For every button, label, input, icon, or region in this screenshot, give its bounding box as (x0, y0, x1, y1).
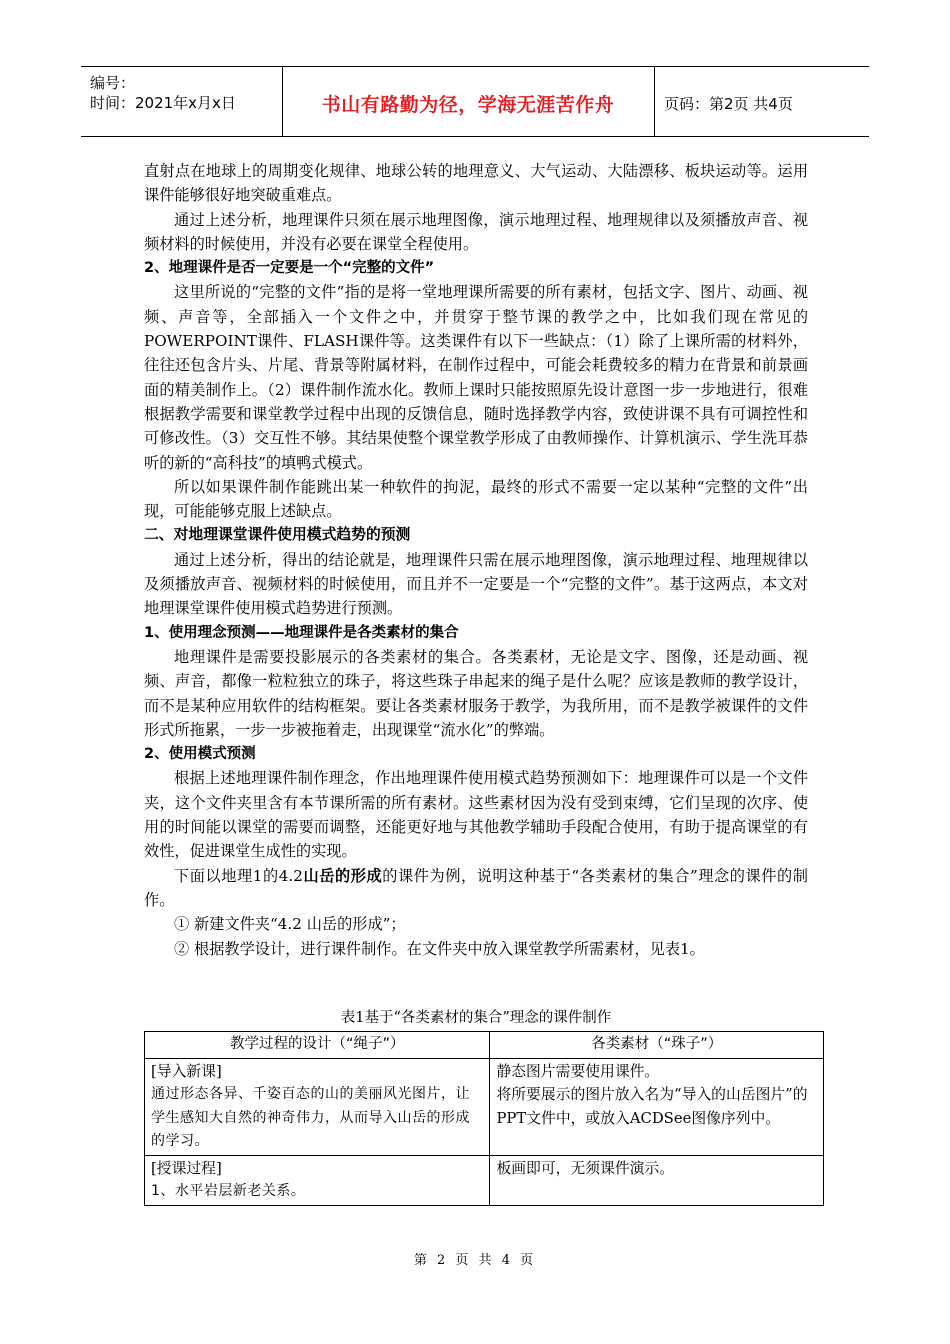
paragraph: ② 根据教学设计，进行课件制作。在文件夹中放入课堂教学所需素材，见表1。 (174, 939, 705, 958)
paragraph (144, 864, 808, 913)
section-heading: 二、对地理课堂课件使用模式趋势的预测 (144, 526, 411, 544)
table-cell (490, 1155, 824, 1205)
bold-lesson-title: 山岳的形成 (302, 866, 383, 885)
table-row (145, 1155, 824, 1205)
section-heading: 2、地理课件是否一定要是一个“完整的文件” (144, 260, 435, 277)
section-heading: 1、使用理念预测——地理课件是各类素材的集合 (144, 624, 459, 641)
header-meta (90, 73, 236, 113)
material-table (144, 1031, 824, 1206)
column-header: 教学过程的设计（“绳子”） (145, 1032, 490, 1059)
paragraph: 这里所说的“完整的文件”指的是将一堂地理课所需要的所有素材，包括文字、图片、动画、视频、声音等，全部插入一个文件之中，并贯穿于整节课的教学之中，比如我们现在常见的POWERPOINT课件、FLASH课件等。这类课件有以下一些缺点：（1）除了上课所需的材料外，往往还包含片头、片尾、背景等附属材料，在制作过程中，可能会耗费较多的精力在背景和前景画面的精美制作上。（2）课件制作流水化。教师上课时只能按照原先设计意图一步一步地进行，很难根据教学需要和课堂教学过程中出现的反馈信息，随时选择教学内容，致使讲课不具有可调控性和可修改性。（3）交互性不够。其结果使整个课堂教学形成了由教师操作、计算机演示、学生洗耳恭听的新的“高科技”的填鸭式模式。 (144, 283, 808, 472)
paragraph: 地理课件是需要投影展示的各类素材的集合。各类素材，无论是文字、图像，还是动画、视频、声音，都像一粒粒独立的珠子，将这些珠子串起来的绳子是什么呢？应该是教师的教学设计，而不是某种应用软件的结构框架。要让各类素材服务于教学，为我所用，而不是教学被课件的文件形式所拖累，一步一步被拖着走，出现课堂“流水化”的弊端。 (144, 647, 808, 739)
header-divider (654, 67, 655, 136)
paragraph-text: 的课件为例，说明这种基于“各类素材的集合”理念的课件的制作。 (144, 866, 808, 909)
header-number: 编号： (90, 74, 136, 92)
table-cell (145, 1155, 490, 1205)
paragraph: 通过上述分析，得出的结论就是，地理课件只需在展示地理图像，演示地理过程、地理规律以及须播放声音、视频材料的时候使用，而且并不一定要是一个“完整的文件”。基于这两点，本文对地理课堂课件使用模式趋势进行预测。 (144, 550, 808, 618)
table-row (145, 1058, 824, 1155)
table-cell (145, 1058, 490, 1155)
section-heading: 2、使用模式预测 (144, 746, 256, 763)
paragraph: 所以如果课件制作能跳出某一种软件的拘泥，最终的形式不需要一定以某种“完整的文件”出现，可能能够克服上述缺点。 (144, 477, 808, 521)
cell-text: 1、水平岩层新老关系。 (151, 1183, 306, 1199)
body-text (144, 159, 808, 961)
cell-tag: [授课过程] (151, 1159, 222, 1177)
column-header: 各类素材（“珠子”） (490, 1032, 824, 1059)
cell-text: 静态图片需要使用课件。 (496, 1062, 660, 1080)
header-page-number: 页码：第2页 共4页 (664, 95, 793, 113)
header-date: 时间：2021年x月x日 (90, 94, 236, 112)
paragraph-text: 下面以地理1的4.2 (174, 866, 303, 885)
document-header (81, 66, 869, 137)
page-footer: 第 2 页 共 4 页 (413, 1253, 537, 1268)
paragraph: ① 新建文件夹“4.2 山岳的形成”； (174, 915, 406, 934)
table-header-row (145, 1032, 824, 1059)
cell-text: 通过形态各异、千姿百态的山的美丽风光图片，让学生感知大自然的神奇伟力，从而导入山岳的形成的学习。 (151, 1086, 470, 1149)
table-cell (490, 1058, 824, 1155)
paragraph: 通过上述分析，地理课件只须在展示地理图像，演示地理过程、地理规律以及须播放声音、视频材料的时候使用，并没有必要在课堂全程使用。 (144, 210, 808, 253)
header-motto: 书山有路勤为径，学海无涯苦作舟 (321, 94, 615, 116)
paragraph: 根据上述地理课件制作理念，作出地理课件使用模式趋势预测如下：地理课件可以是一个文件夹，这个文件夹里含有本节课所需的所有素材。这些素材因为没有受到束缚，它们呈现的次序、使用的时间能以课堂的需要而调整，还能更好地与其他教学辅助手段配合使用，有助于提高课堂的有效性，促进课堂生成性的实现。 (144, 769, 808, 861)
cell-tag: [导入新课] (151, 1062, 222, 1080)
cell-text: 将所要展示的图片放入名为“导入的山岳图片”的PPT文件中，或放入ACDSee图像序列中。 (496, 1086, 808, 1127)
paragraph: 直射点在地球上的周期变化规律、地球公转的地理意义、大气运动、大陆漂移、板块运动等。运用课件能够很好地突破重难点。 (144, 162, 808, 205)
table-caption: 表1基于“各类素材的集合”理念的课件制作 (340, 1010, 612, 1026)
cell-text: 板画即可，无须课件演示。 (496, 1159, 675, 1177)
